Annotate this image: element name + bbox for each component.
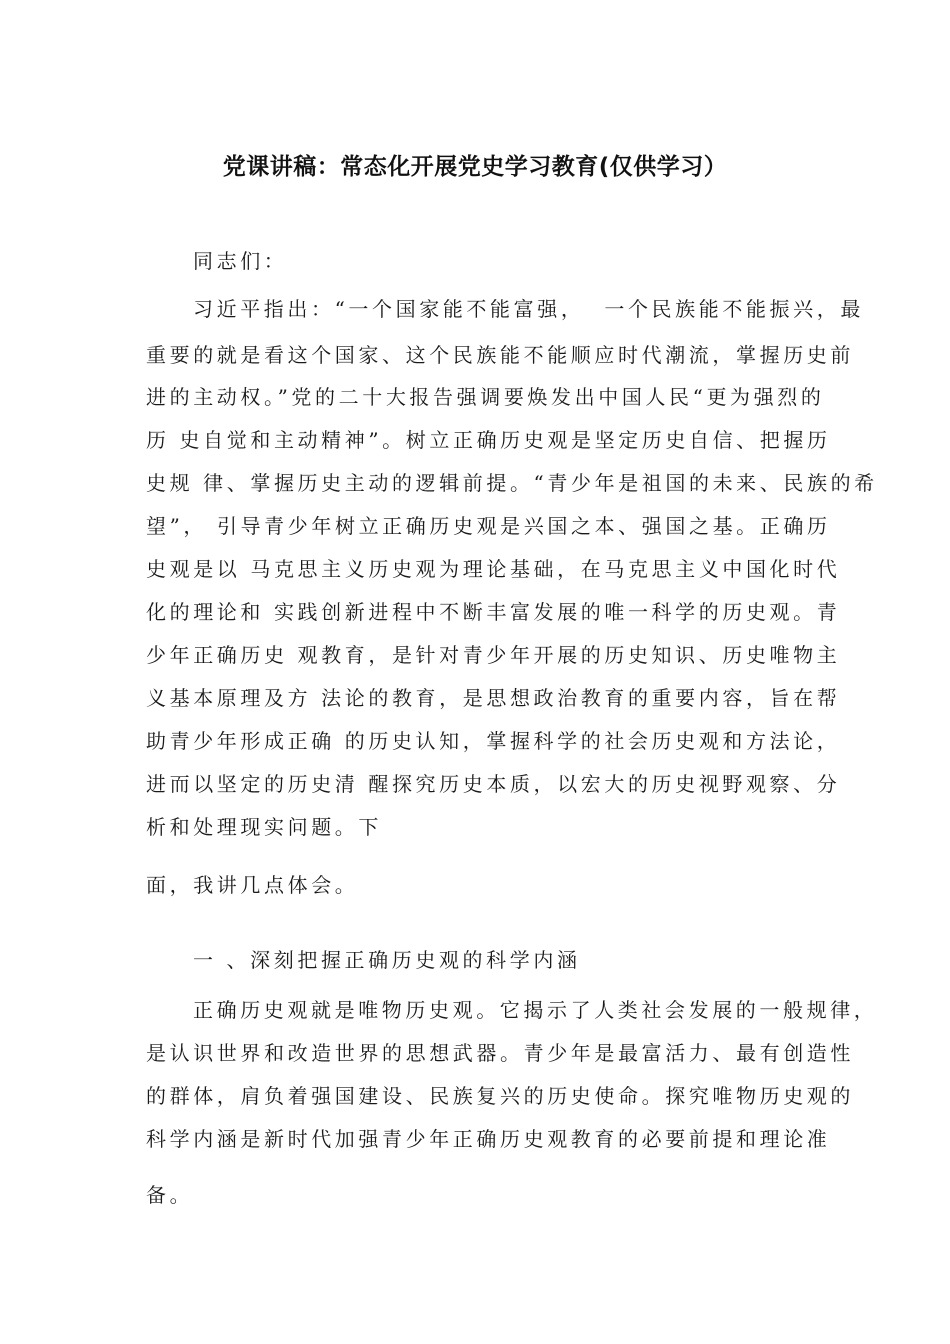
paragraph-line: 习近平指出：“一个国家能不能富强， 一个民族能不能振兴，最 xyxy=(193,297,864,321)
paragraph-line: 科学内涵是新时代加强青少年正确历史观教育的必要前提和理论准 xyxy=(146,1127,831,1151)
paragraph-line: 重要的就是看这个国家、这个民族能不能顺应时代潮流，掌握历史前 xyxy=(146,343,854,367)
paragraph-line: 的群体，肩负着强国建设、民族复兴的历史使命。探究唯物历史观的 xyxy=(146,1084,854,1108)
paragraph-line: 史规 律、掌握历史主动的逻辑前提。“青少年是祖国的未来、民族的希 xyxy=(146,471,878,495)
document-title: 党课讲稿：常态化开展党史学习教育(仅供学习） xyxy=(222,154,728,180)
paragraph-tail-line: 面，我讲几点体会。 xyxy=(146,873,359,897)
paragraph-line: 析和处理现实问题。下 xyxy=(146,815,382,839)
section-heading: 一 、深刻把握正确历史观的科学内涵 xyxy=(193,948,581,972)
paragraph-line: 少年正确历史 观教育，是针对青少年开展的历史知识、历史唯物主 xyxy=(146,643,841,667)
paragraph-line: 助青少年形成正确 的历史认知，掌握科学的社会历史观和方法论， xyxy=(146,729,841,753)
paragraph-line: 望”， 引导青少年树立正确历史观是兴国之本、强国之基。正确历 xyxy=(146,514,831,538)
paragraph-line: 义基本原理及方 法论的教育，是思想政治教育的重要内容，旨在帮 xyxy=(146,686,841,710)
paragraph-line: 备。 xyxy=(146,1183,194,1207)
paragraph-line: 是认识世界和改造世界的思想武器。青少年是最富活力、最有创造性 xyxy=(146,1041,854,1065)
paragraph-line: 化的理论和 实践创新进程中不断丰富发展的唯一科学的历史观。青 xyxy=(146,600,841,624)
paragraph-line: 史观是以 马克思主义历史观为理论基础，在马克思主义中国化时代 xyxy=(146,557,841,581)
paragraph-line: 进的主动权。”党的二十大报告强调要焕发出中国人民“更为强烈的 xyxy=(146,385,825,409)
paragraph-line: 历 史自觉和主动精神”。树立正确历史观是坚定历史自信、把握历 xyxy=(146,428,831,452)
greeting: 同志们： xyxy=(193,249,288,273)
paragraph-line: 进而以坚定的历史清 醒探究历史本质，以宏大的历史视野观察、分 xyxy=(146,772,841,796)
paragraph-line: 正确历史观就是唯物历史观。它揭示了人类社会发展的一般规律， xyxy=(193,998,878,1022)
